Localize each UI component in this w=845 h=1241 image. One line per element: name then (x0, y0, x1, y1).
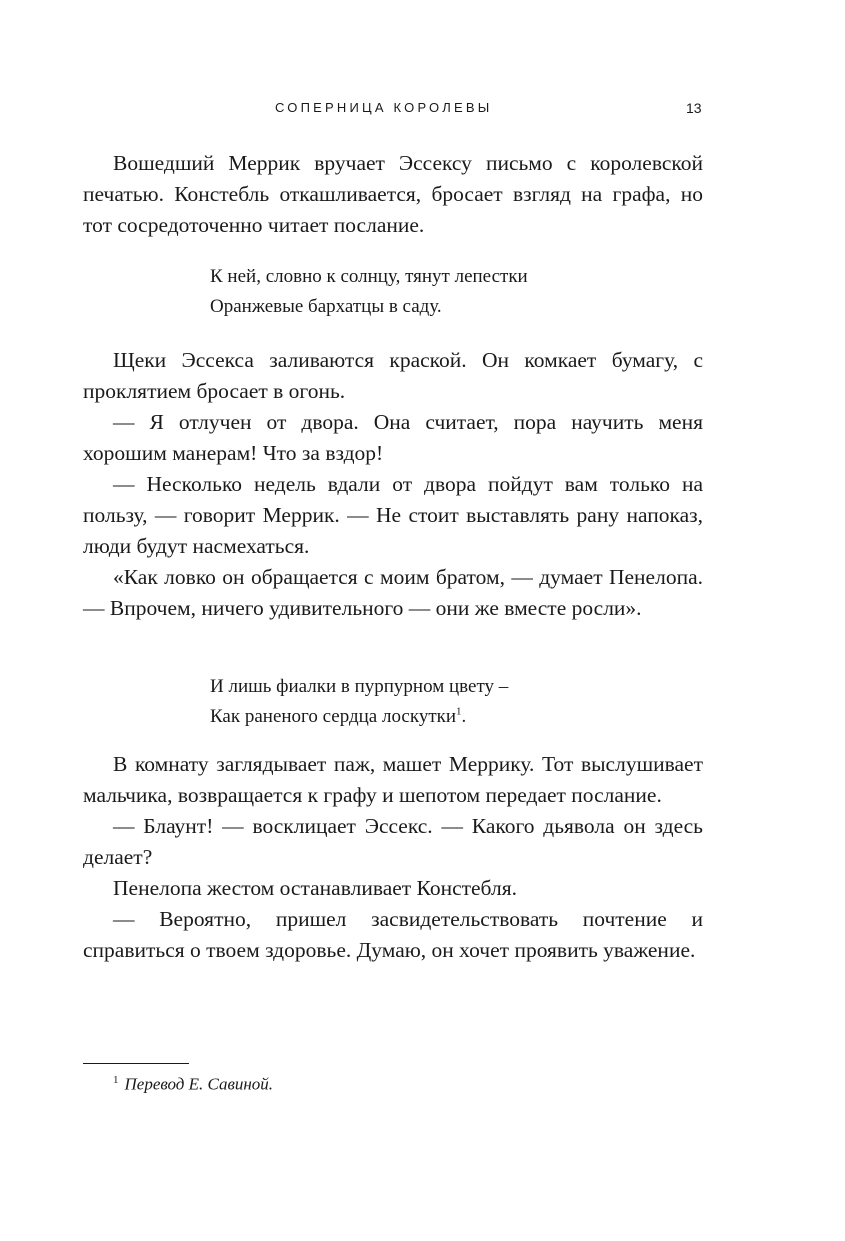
paragraph: В комнату заглядывает паж, машет Меррику. Тот выслушивает мальчика, возвращается к графу и шепотом передает послание. (83, 752, 703, 807)
paragraph: «Как ловко он обращается с моим братом, — думает Пенелопа. — Впрочем, ничего удивительного — они же вместе росли». (83, 565, 703, 620)
footnote-mark: 1 (113, 1074, 119, 1086)
paragraph: Пенелопа жестом останавливает Констебля. (113, 876, 517, 900)
paragraph-block-3 (83, 749, 703, 966)
dialogue-paragraph: — Вероятно, пришел засвидетельствовать почтение и справиться о твоем здоровье. Думаю, он хочет проявить уважение. (83, 907, 703, 962)
footnote-text: Перевод Е. Савиной. (124, 1074, 274, 1094)
verse-line (210, 702, 508, 732)
running-title: СОПЕРНИЦА КОРОЛЕВЫ (275, 100, 493, 115)
verse-block-2 (210, 672, 508, 732)
verse-line: К ней, словно к солнцу, тянут лепестки (210, 266, 528, 287)
paragraph: Щеки Эссекса заливаются краской. Он комкает бумагу, с проклятием бросает в огонь. (83, 348, 703, 403)
verse-block-1 (210, 262, 528, 322)
verse-line: И лишь фиалки в пурпурном цвету – (210, 676, 509, 697)
verse-line-text: Как раненого сердца лоскутки (210, 706, 457, 727)
paragraph-block-1 (83, 148, 703, 241)
dialogue-paragraph: — Блаунт! — восклицает Эссекс. — Какого дьявола он здесь делает? (83, 814, 703, 869)
footnote-reference: 1 (456, 705, 462, 718)
page-number: 13 (686, 100, 702, 116)
paragraph-block-2 (83, 345, 703, 624)
dialogue-paragraph: — Несколько недель вдали от двора пойдут вам только на пользу, — говорит Меррик. — Не стоит выставлять рану напоказ, люди будут насмехаться. (83, 472, 703, 558)
footnote-divider (83, 1063, 189, 1064)
verse-line: Оранжевые бархатцы в саду. (210, 296, 442, 317)
dialogue-paragraph: — Я отлучен от двора. Она считает, пора научить меня хорошим манерам! Что за вздор! (83, 410, 703, 465)
footnote (113, 1074, 273, 1095)
verse-line-punctuation: . (461, 706, 467, 727)
paragraph: Вошедший Меррик вручает Эссексу письмо с королевской печатью. Констебль откашливается, бросает взгляд на графа, но тот сосредоточенно читает послание. (83, 151, 703, 237)
